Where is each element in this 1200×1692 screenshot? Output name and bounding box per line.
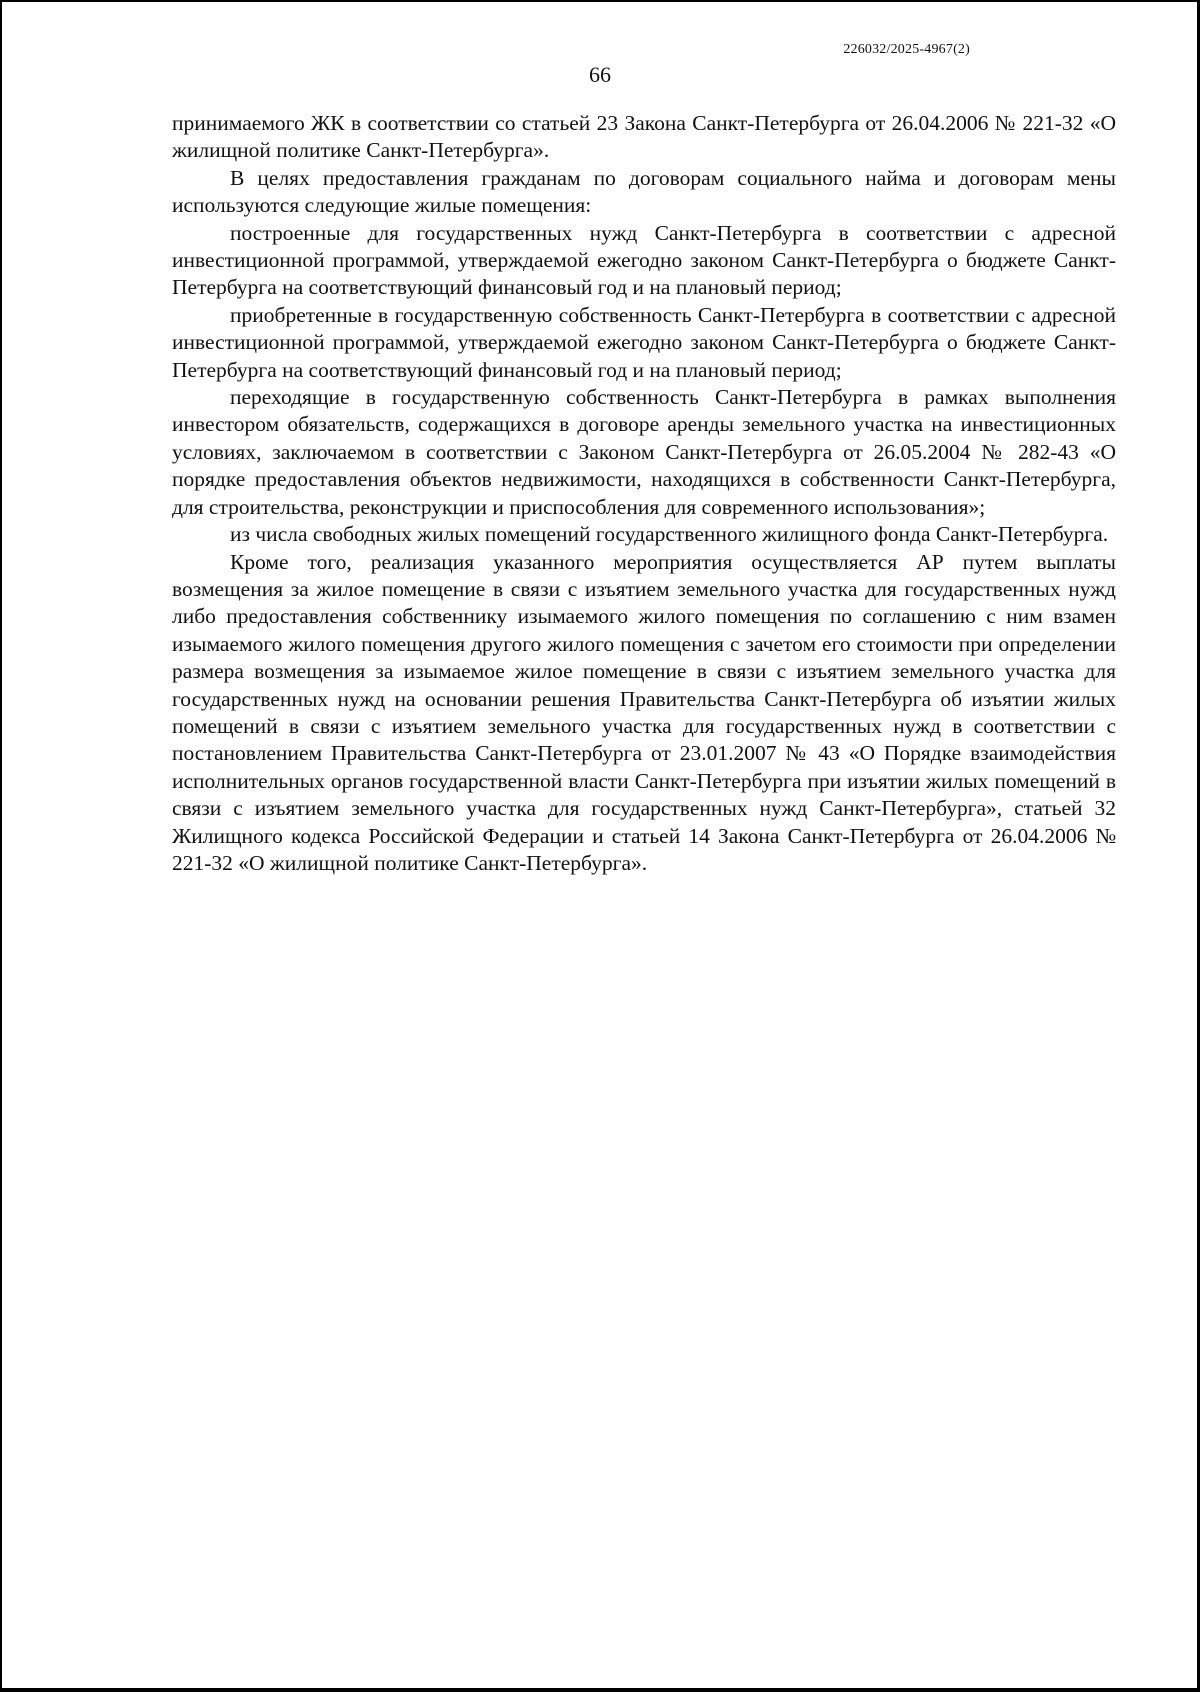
scan-border-bottom [0, 1688, 1200, 1692]
page-number: 66 [589, 62, 611, 87]
paragraph-continuation: принимаемого ЖК в соответствии со статьей 23 Закона Санкт-Петербурга от 26.04.2006 № 221-32 «О жилищной политике Санкт-Петербурга». [172, 111, 1116, 163]
paragraph-intro: В целях предоставления гражданам по договорам социального найма и договорам мены используются следующие жилые помещения: [172, 165, 1116, 218]
paragraph-item-built: построенные для государственных нужд Санкт-Петербурга в соответствии с адресной инвестиционной программой, утверждаемой ежегодно законом Санкт-Петербурга о бюджете Санкт-Петербурга на соответствующий финансовый год и на плановый период; [172, 220, 1116, 300]
paragraph-item-acquired: приобретенные в государственную собственность Санкт-Петербурга в соответствии с адресной инвестиционной программой, утверждаемой ежегодно законом Санкт-Петербурга о бюджете Санкт-Петербурга на соответствующий финансовый год и на плановый период; [172, 302, 1116, 382]
paragraph-item-transferred: переходящие в государственную собственность Санкт-Петербурга в рамках выполнения инвестором обязательств, содержащихся в договоре аренды земельного участка на инвестиционных условиях, заключаемом в соответствии с Законом Санкт-Петербурга от 26.05.2004 № 282-43 «О порядке предоставления объектов недвижимости, находящихся в собственности Санкт-Петербурга, для строительства, реконструкции и приспособления для современного использования»; [172, 385, 1116, 519]
document-id: 226032/2025-4967(2) [843, 42, 970, 57]
paragraph-compensation: Кроме того, реализация указанного мероприятия осуществляется АР путем выплаты возмещения за жилое помещение в связи с изъятием земельного участка для государственных нужд либо предоставления собственнику изымаемого жилого помещения по соглашению с ним взамен изымаемого жилого помещения другого жилого помещения с зачетом его стоимости при определении размера возмещения за изымаемое жилое помещение в связи с изъятием земельного участка для государственных нужд на основании решения Правительства Санкт-Петербурга об изъятии жилых помещений в связи с изъятием земельного участка для государственных нужд в соответствии с постановлением Правительства Санкт-Петербурга от 23.01.2007 № 43 «О Порядке взаимодействия исполнительных органов государственной власти Санкт-Петербурга при изъятии жилых помещений в связи с изъятием земельного участка для государственных нужд Санкт-Петербурга», статьей 32 Жилищного кодекса Российской Федерации и статьей 14 Закона Санкт-Петербурга от 26.04.2006 № 221-32 «О жилищной политике Санкт-Петербурга». [172, 549, 1116, 875]
paragraph-item-free: из числа свободных жилых помещений государственного жилищного фонда Санкт-Петербурга. [230, 522, 1109, 547]
scan-border-top [0, 0, 1200, 2]
document-body [172, 110, 1116, 877]
scan-border-left [0, 0, 2, 1692]
